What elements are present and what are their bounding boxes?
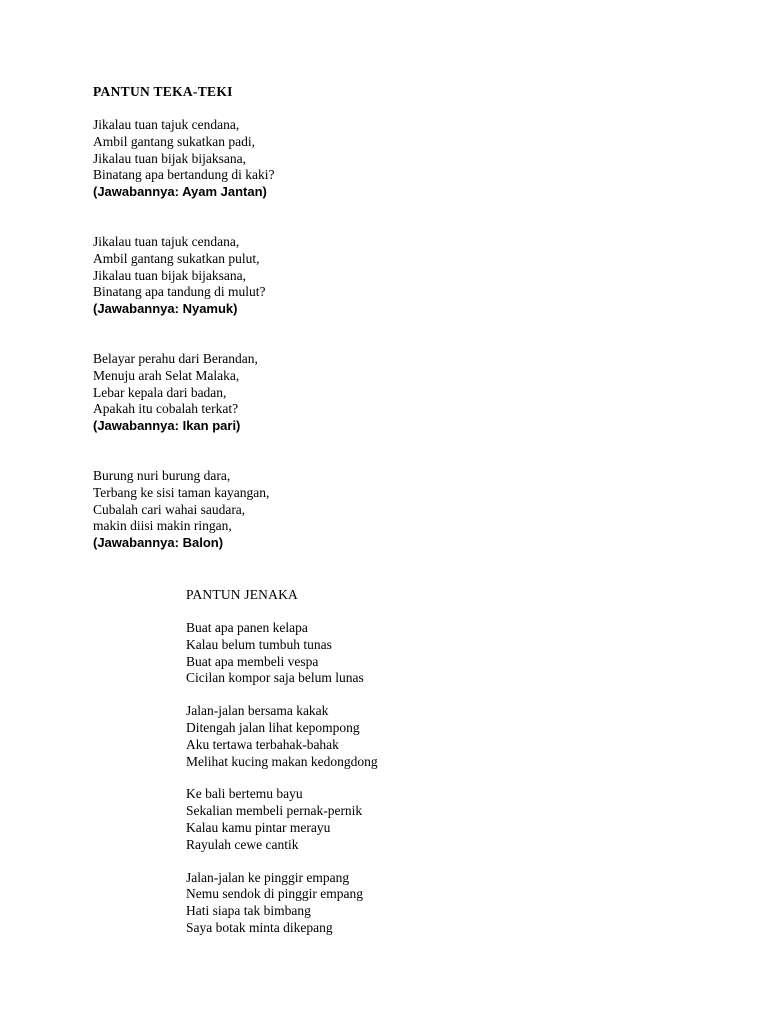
verse-line: Lebar kepala dari badan, [93, 384, 227, 400]
answer-line: (Jawabannya: Ayam Jantan) [93, 184, 267, 200]
stanza [186, 870, 378, 937]
stanza [186, 620, 378, 687]
verse-line: Jikalau tuan tajuk cendana, [93, 233, 240, 249]
stanza [93, 468, 274, 552]
verse-line: Apakah itu cobalah terkat? [93, 401, 239, 417]
verse-line: Jikalau tuan tajuk cendana, [93, 117, 240, 132]
verse-line: Hati siapa tak bimbang [186, 903, 311, 919]
verse-line: Binatang apa tandung di mulut? [93, 284, 266, 300]
answer-line: (Jawabannya: Ikan pari) [93, 418, 241, 434]
verse-line: Sekalian membeli pernak-pernik [186, 803, 363, 819]
verse-line: Ambil gantang sukatkan pulut, [93, 250, 260, 266]
verse-line: Jikalau tuan bijak bijaksana, [93, 267, 246, 283]
verse-line: Ambil gantang sukatkan padi, [93, 133, 255, 149]
verse-line: Kalau belum tumbuh tunas [186, 636, 332, 652]
verse-line: Jalan-jalan ke pinggir empang [186, 869, 350, 885]
answer-line: (Jawabannya: Nyamuk) [93, 301, 238, 317]
verse-line: Menuju arah Selat Malaka, [93, 367, 240, 383]
stanza [93, 117, 274, 201]
section-title: PANTUN TEKA-TEKI [93, 84, 233, 99]
verse-line: Nemu sendok di pinggir empang [186, 886, 363, 902]
verse-line: Terbang ke sisi taman kayangan, [93, 484, 270, 500]
verse-line: Jikalau tuan bijak bijaksana, [93, 150, 246, 166]
pantun-jenaka-section [186, 586, 378, 937]
stanza [186, 703, 378, 770]
stanza [93, 234, 274, 318]
verse-line: Jalan-jalan bersama kakak [186, 703, 329, 719]
verse-line: Melihat kucing makan kedongdong [186, 753, 378, 769]
verse-line: Kalau kamu pintar merayu [186, 819, 331, 835]
verse-line: makin diisi makin ringan, [93, 518, 232, 534]
verse-line: Buat apa membeli vespa [186, 653, 319, 669]
verse-line: Burung nuri burung dara, [93, 467, 231, 483]
answer-line: (Jawabannya: Balon) [93, 535, 224, 551]
verse-line: Ke bali bertemu bayu [186, 786, 303, 802]
pantun-teka-teki-section [93, 83, 274, 552]
verse-line: Ditengah jalan lihat kepompong [186, 719, 360, 735]
verse-line: Cubalah cari wahai saudara, [93, 501, 246, 517]
verse-line: Rayulah cewe cantik [186, 836, 299, 852]
verse-line: Saya botak minta dikepang [186, 919, 333, 935]
stanza [186, 786, 378, 853]
verse-line: Belayar perahu dari Berandan, [93, 350, 258, 366]
stanza [93, 351, 274, 435]
verse-line: Cicilan kompor saja belum lunas [186, 670, 364, 686]
verse-line: Binatang apa bertandung di kaki? [93, 167, 275, 183]
section-title: PANTUN JENAKA [186, 587, 298, 602]
verse-line: Aku tertawa terbahak-bahak [186, 736, 339, 752]
verse-line: Buat apa panen kelapa [186, 620, 308, 635]
